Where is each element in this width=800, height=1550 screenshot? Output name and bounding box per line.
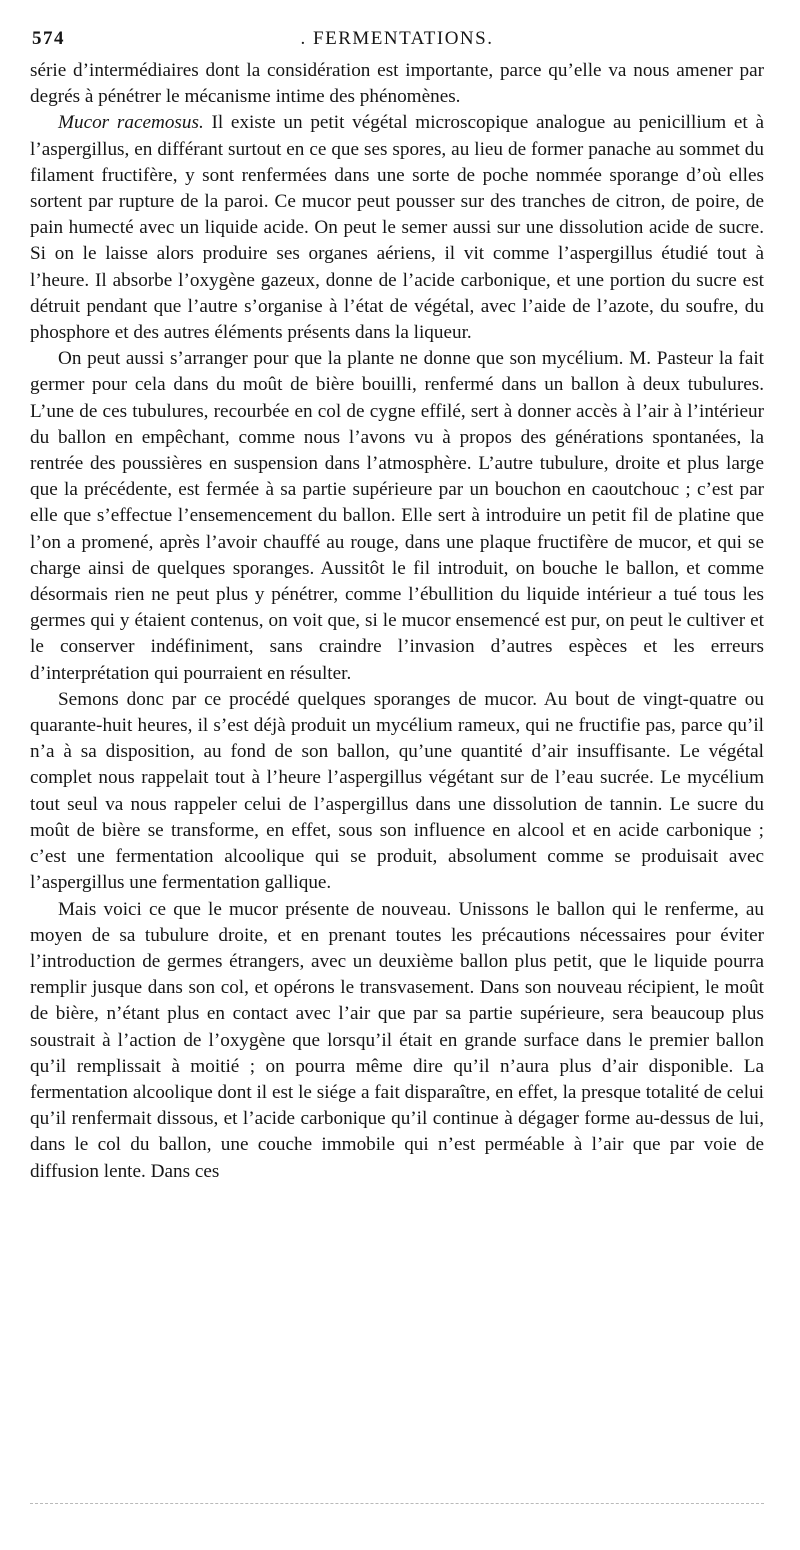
page-number: 574 [32,28,65,49]
paragraph [30,687,764,897]
book-page [30,28,764,1185]
paragraph [30,897,764,1185]
paragraph-text: Il existe un petit végétal microscopique analogue au penicillium et à l’aspergillus, en différant surtout en ce que ses spores, au lieu de former panache au sommet du filament fructifère, y sont renfermées dans une sorte de poche nommée sporange d’où elles sortent par rupture de la paroi. Ce mucor peut pousser sur des tranches de citron, de poire, de pain humecté avec un liquide acide. On peut le semer aussi sur une dissolution acide de sucre. Si on le laisse alors produire ses organes aériens, il vit comme l’aspergillus étudié tout à l’heure. Il absorbe l’oxygène gazeux, donne de l’acide carbonique, et une portion du sucre est détruit pendant que l’autre s’organise à l’état de végétal, avec l’aide de l’azote, du soufre, du phosphore et des autres éléments présents dans la liqueur. [30,112,764,344]
running-head-title: . FERMENTATIONS. [300,28,494,49]
bottom-divider [30,1503,764,1504]
paragraph-text: série d’intermédiaires dont la considération est importante, parce qu’elle va nous amener par degrés à pénétrer le mécanisme intime des phénomènes. [30,60,764,108]
paragraph-text: Mais voici ce que le mucor présente de nouveau. Unissons le ballon qui le renferme, au moyen de sa tubulure droite, et en prenant toutes les précautions nécessaires pour éviter l’introduction de germes étrangers, avec un deuxième ballon plus petit, que le liquide pourra remplir jusque dans son col, et opérons le transvasement. Dans son nouveau récipient, le moût de bière, n’étant plus en contact avec l’air que par sa partie supérieure, sera beaucoup plus soustrait à l’action de l’oxygène que lorsqu’il était en grande surface dans le premier ballon qu’il remplissait à moitié ; on pourra même dire qu’il n’aura plus d’air disponible. La fermentation alcoolique dont il est le siége a fait disparaître, en effet, la presque totalité de celui qu’il renfermait dissous, et l’acide carbonique qu’il continue à dégager forme au-dessus de lui, dans le col du ballon, une couche immobile qui n’est perméable à l’air que par voie de diffusion lente. Dans ces [30,898,764,1182]
paragraph [30,58,764,110]
paragraph [30,346,764,687]
section-lead-in: Mucor racemosus. [58,112,204,134]
paragraph-text: On peut aussi s’arranger pour que la plante ne donne que son mycélium. M. Pasteur la fait germer pour cela dans du moût de bière bouilli, renfermé dans un ballon à deux tubulures. L’une de ces tubulures, recourbée en col de cygne effilé, sert à donner accès à l’air à l’intérieur du ballon en empêchant, comme nous l’avons vu à propos des générations spontanées, la rentrée des poussières en suspension dans l’atmosphère. L’autre tubulure, droite et plus large que la précédente, est fermée à sa partie supérieure par un bouchon en caoutchouc ; c’est par elle que s’effectue l’ensemencement du ballon. Elle sert à introduire un petit fil de platine que l’on a promené, après l’avoir chauffé au rouge, dans une plaque fructifère de mucor, et qui se charge ainsi de quelques sporanges. Aussitôt le fil introduit, on bouche le ballon, et comme désormais rien ne peut plus y pénétrer, comme l’ébullition du liquide intérieur a tué tous les germes qui y étaient contenus, on voit que, si le mucor ensemencé est pur, on peut le cultiver et le conserver indéfiniment, sans craindre l’invasion d’autres espèces et les erreurs d’interprétation qui pourraient en résulter. [30,348,764,684]
paragraph-text: Semons donc par ce procédé quelques sporanges de mucor. Au bout de vingt-quatre ou quarante-huit heures, il s’est déjà produit un mycélium rameux, qui ne fructifie pas, parce qu’il n’a à sa disposition, au fond de son ballon, qu’une quantité d’air insuffisante. Le végétal complet nous rappelait tout à l’heure l’aspergillus végétant sur de l’eau sucrée. Le mycélium tout seul va nous rappeler celui de l’aspergillus dans une dissolution de tannin. Le sucre du moût de bière se transforme, en effet, sous son influence en alcool et en acide carbonique ; c’est une fermentation alcoolique qui se produit, absolument comme se produisait avec l’aspergillus une fermentation gallique. [30,688,764,894]
paragraph [30,110,764,346]
body-text [30,58,764,1185]
running-head [30,28,764,58]
